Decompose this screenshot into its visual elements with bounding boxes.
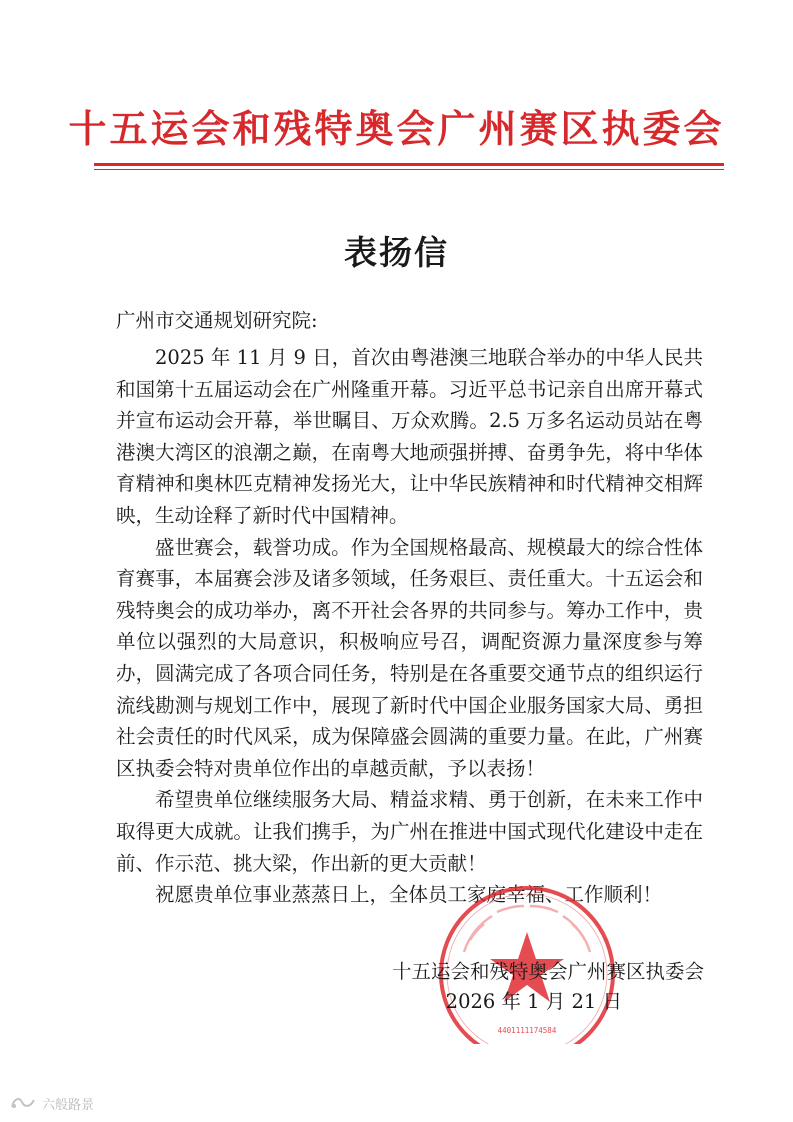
signature: 十五运会和残特奥会广州赛区执委会 [391,960,704,983]
letter-body [116,342,703,911]
signing-date: 2026 年 1 月 21 日 [445,990,622,1013]
body-paragraph: 祝愿贵单位事业蒸蒸日上，全体员工家庭幸福、工作顺利！ [155,883,663,907]
body-paragraph: 希望贵单位继续服务大局、精益求精、勇于创新，在未来工作中取得更大成就。让我们携手，为广州在推进中国式现代化建设中走在前、作示范、挑大梁，作出新的更大贡献！ [116,788,703,875]
watermark-text: 六般路景 [42,1097,95,1113]
body-paragraph: 2025 年 11 月 9 日，首次由粤港澳三地联合举办的中华人民共和国第十五届运动会在广州隆重开幕。习近平总书记亲自出席开幕式并宣布运动会开幕，举世瞩目、万众欢腾。2.5 万多名运动员站在粤港澳大湾区的浪潮之巅，在南粤大地顽强拼搏、奋勇争先，将中华体育精神和奥林匹克精神发扬光大，让中华民族精神和时代精神交相辉映，生动诠释了新时代中国精神。 [116,346,703,527]
body-paragraph: 盛世赛会，载誉功成。作为全国规格最高、规模最大的综合性体育赛事，本届赛会涉及诸多领域，任务艰巨、责任重大。十五运会和残特奥会的成功举办，离不开社会各界的共同参与。筹办工作中，贵单位以强烈的大局意识，积极响应号召，调配资源力量深度参与筹办，圆满完成了各项合同任务，特别是在各重要交通节点的组织运行流线勘测与规划工作中，展现了新时代中国企业服务国家大局、勇担社会责任的时代风采，成为保障盛会圆满的重要力量。在此，广州赛区执委会特对贵单位作出的卓越贡献，予以表扬！ [116,535,703,780]
seal-number: 4401111174584 [497,1026,557,1035]
header-rule-thin [94,169,724,170]
salutation: 广州市交通规划研究院: [116,309,318,332]
watermark-logo-icon [8,1094,38,1112]
organization-header: 十五运会和残特奥会广州赛区执委会 [68,106,725,151]
document-title: 表扬信 [344,233,449,272]
header-rule-thick [94,163,724,166]
watermark [8,1093,94,1113]
